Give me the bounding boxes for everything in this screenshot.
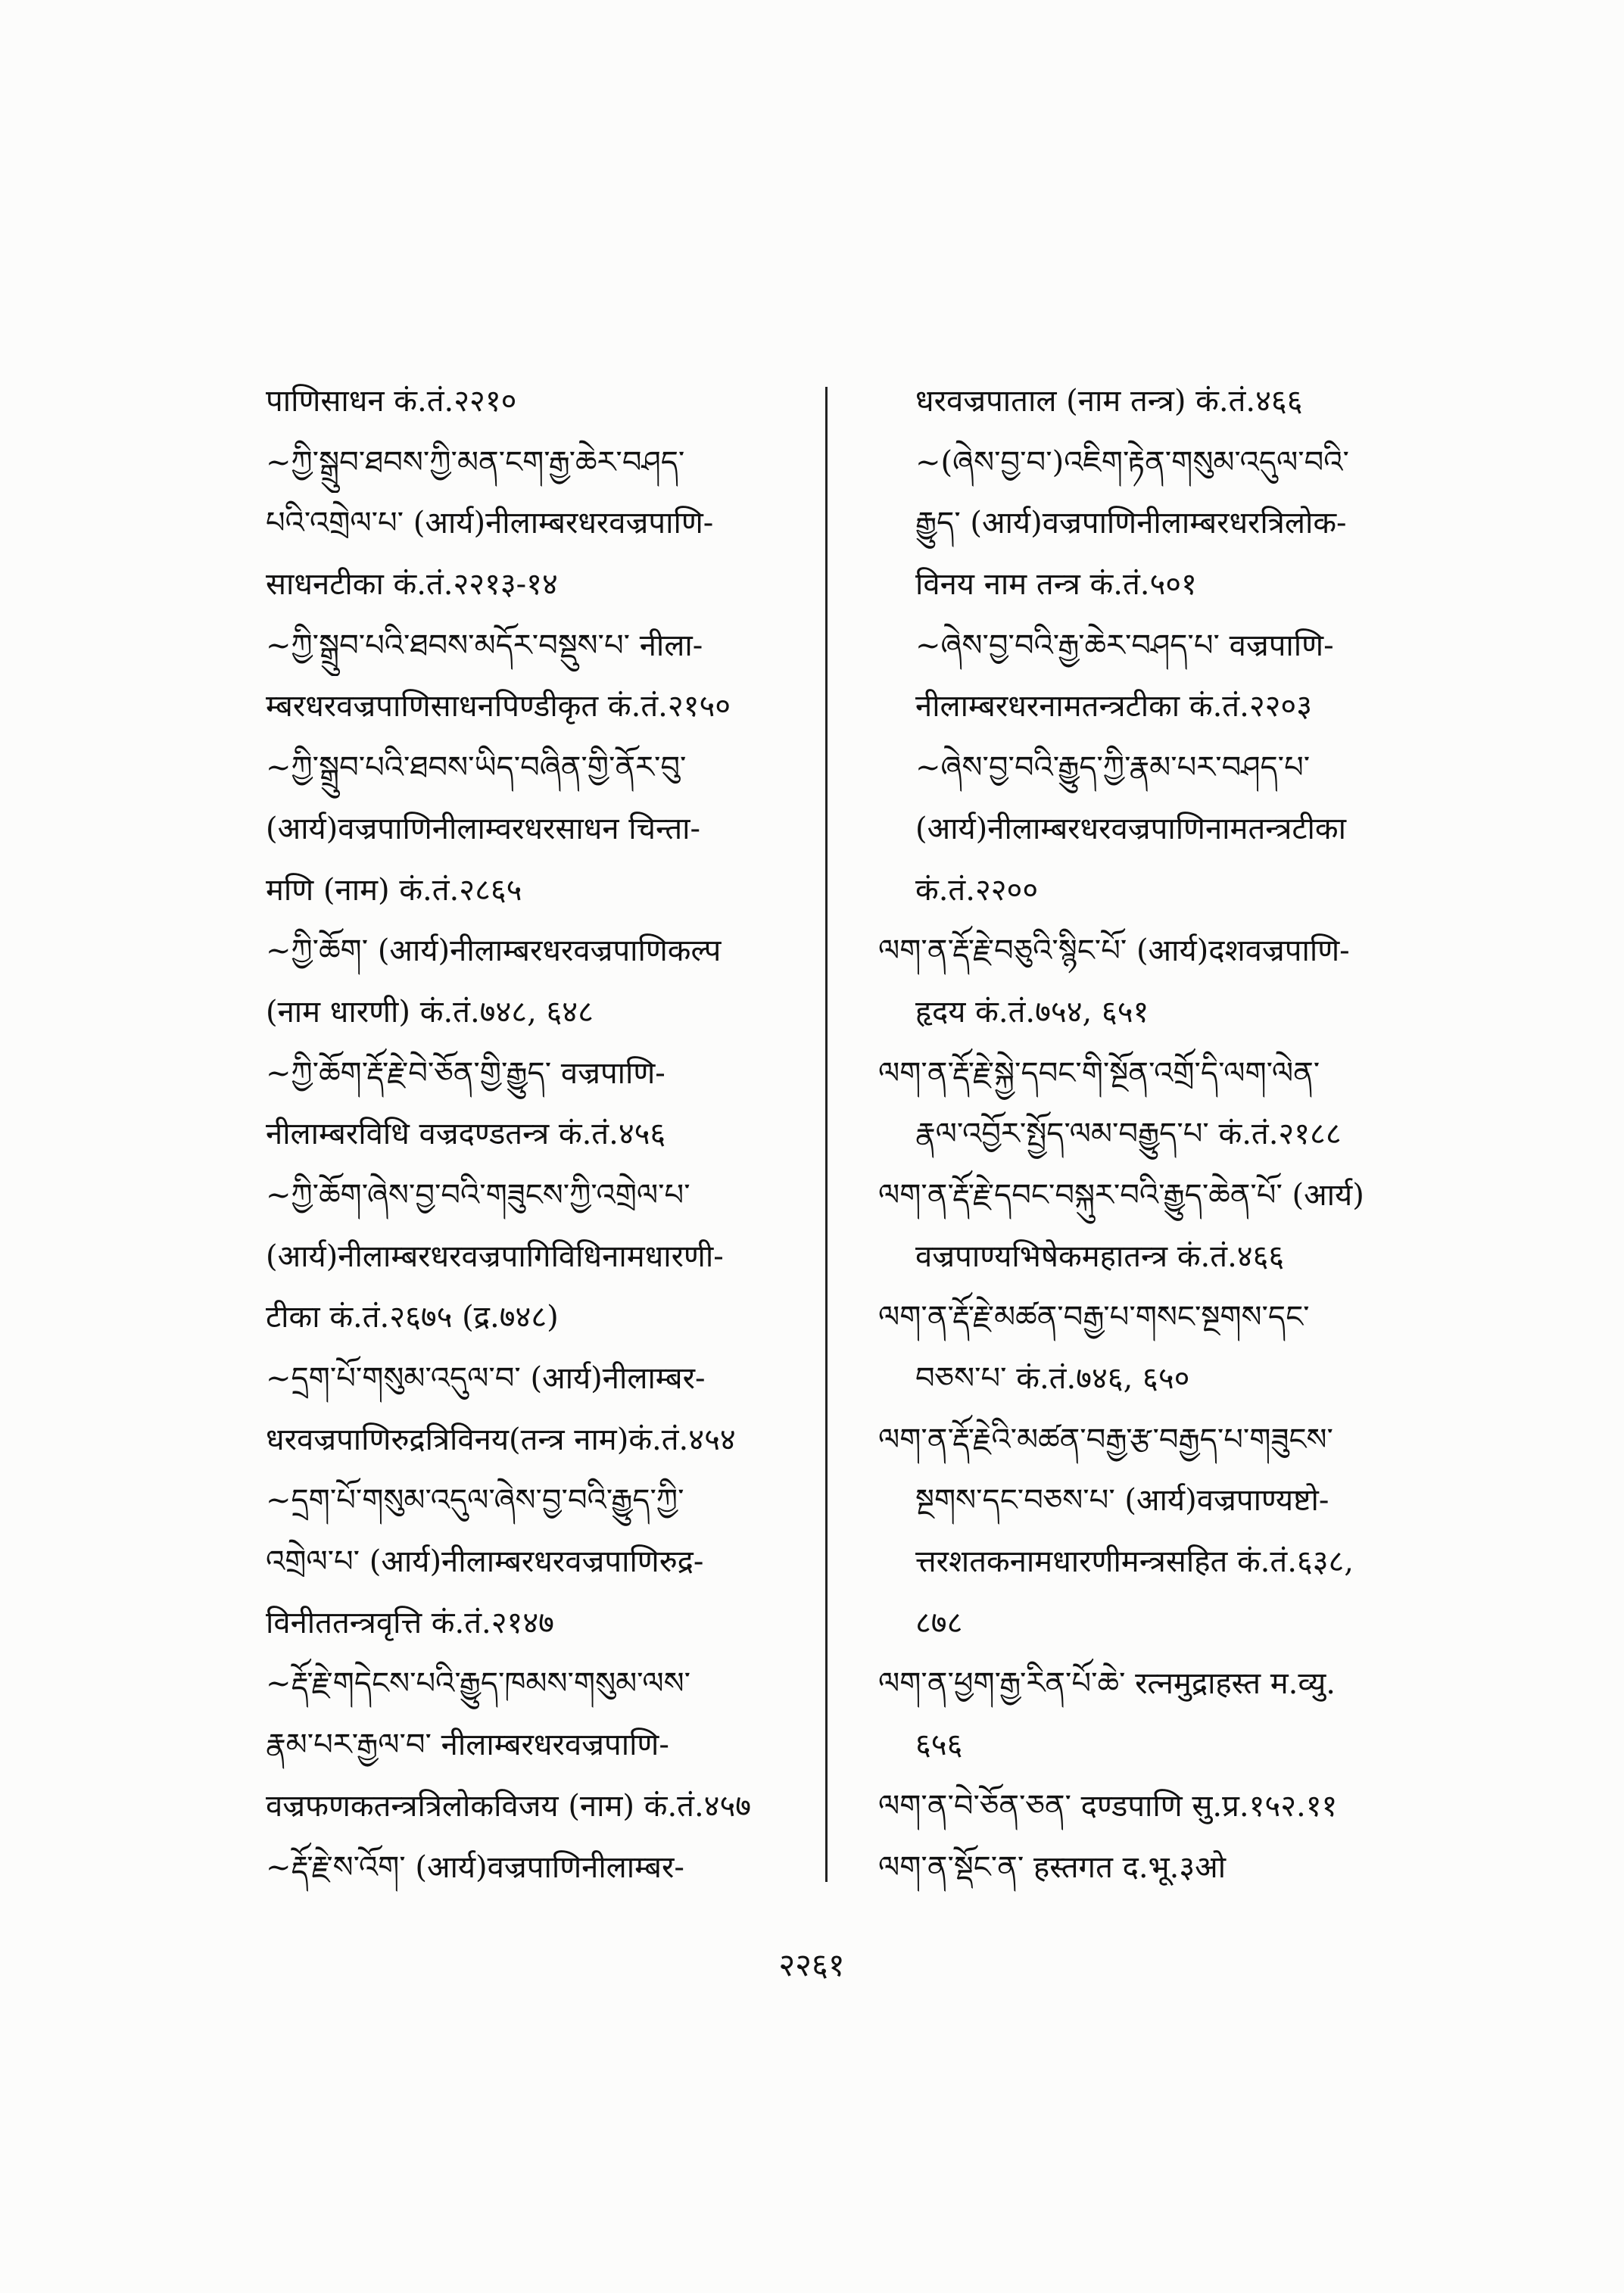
entry-line: ~ཀྱི་སྒྲུབ་པའི་ཐབས་མདོར་བསྡུས་པ་ नीला- <box>266 628 703 663</box>
entry-line: (आर्य)वज्रपाणिनीलाम्वरधरसाधन चिन्ता- <box>266 811 701 846</box>
entry-line: ~ཞེས་བྱ་བའི་རྒྱུད་ཀྱི་རྣམ་པར་བཤད་པ་ <box>915 750 1311 786</box>
headword-line: ལག་ན་རྡོ་རྗེའི་མཚན་བརྒྱ་རྩ་བརྒྱད་པ་གཟུངས་ <box>878 1422 1333 1457</box>
entry-line: སྔགས་དང་བཅས་པ་ (आर्य)वज्रपाण्यष्टो- <box>915 1483 1329 1519</box>
entry-line: कं.तं.२२०० <box>915 872 1039 908</box>
entry-line: टीका कं.तं.२६७५ (द्र.७४८) <box>266 1300 559 1335</box>
entry-line: म्बरधरवज्रपाणिसाधनपिण्डीकृत कं.तं.२१५० <box>266 689 731 724</box>
headword-line: ལག་ན་ཕྱག་རྒྱ་རིན་པོ་ཆེ་ रत्नमुद्राहस्त म.व्यु. <box>878 1666 1336 1702</box>
entry-line: त्तरशतकनामधारणीमन्त्रसहित कं.तं.६३८, <box>915 1544 1354 1580</box>
entry-line: ~ཞེས་བྱ་བའི་རྒྱ་ཆེར་བཤད་པ་ वज्रपाणि- <box>915 628 1334 663</box>
entry-line: साधनटीका कं.तं.२२१३-१४ <box>266 567 558 603</box>
entry-line: (आर्य)नीलाम्बरधरवज्रपाणिनामतन्त्रटीका <box>915 811 1346 846</box>
entry-line: ~ཀྱི་ཆོག་ཞེས་བྱ་བའི་གཟུངས་ཀྱི་འགྲེལ་པ་ <box>266 1177 690 1213</box>
headword-line: ལག་ན་རྡོ་རྗེ་དབང་བསྐུར་བའི་རྒྱུད་ཆེན་པོ་ (आर्य) <box>878 1177 1364 1213</box>
entry-line: ~ཀྱི་སྒྲུབ་ཐབས་ཀྱི་མན་ངག་རྒྱ་ཆེར་བཤད་ <box>266 444 685 480</box>
entry-line: པའི་འགྲེལ་པ་ (आर्य)नीलाम्बरधरवज्रपाणि- <box>266 506 714 541</box>
entry-line: ~ཀྱི་ཆོག་རྡོ་རྗེ་བེ་ཅོན་གྱི་རྒྱུད་ वज्रपाणि- <box>266 1055 665 1091</box>
entry-line: ~ཀྱི་སྒྲུབ་པའི་ཐབས་ཡིད་བཞིན་གྱི་ནོར་བུ་ <box>266 750 687 786</box>
entry-line: ६५६ <box>915 1728 963 1763</box>
headword-line: ལག་ན་སྡོང་ན་ हस्तगत द.भू.३ओ <box>878 1849 1227 1885</box>
entry-line: (नाम धारणी) कं.तं.७४८, ६४८ <box>266 994 594 1030</box>
entry-line: धरवज्रपाणिरुद्रत्रिविनय(तन्त्र नाम)कं.तं.४५४ <box>266 1422 736 1457</box>
entry-line: नीलाम्बरविधि वज्रदण्डतन्त्र कं.तं.४५६ <box>266 1117 666 1152</box>
headword-line: ལག་ན་རྡོ་རྗེ་བཅུའི་སྙིང་པོ་ (आर्य)दशवज्रपाणि- <box>878 933 1350 969</box>
headword-line: ལག་ན་རྡོ་རྗེ་སྐྱེ་དབང་གི་སྔོན་འགྲོ་དི་ལག་ལེན་ <box>878 1055 1320 1091</box>
entry-line: ~རྡོ་རྗེ་ས་འོག་ (आर्य)वज्रपाणिनीलाम्बर- <box>266 1849 684 1885</box>
entry-line: नीलाम्बरधरनामतन्त्रटीका कं.तं.२२०३ <box>915 689 1313 724</box>
right-column <box>878 371 1439 1898</box>
left-column <box>266 371 805 1898</box>
entry-line: ~དྲག་པོ་གསུམ་འདུལ་བ་ (आर्य)नीलाम्बर- <box>266 1361 706 1396</box>
entry-line: हृदय कं.तं.७५४, ६५१ <box>915 994 1149 1030</box>
entry-line: ~རྡོ་རྗེ་གདེངས་པའི་རྒྱུད་ཁམས་གསུམ་ལས་ <box>266 1666 690 1702</box>
entry-line: ~དྲག་པོ་གསུམ་འདུལ་ཞེས་བྱ་བའི་རྒྱུད་ཀྱི་ <box>266 1483 684 1519</box>
headword-line: ལག་ན་བེ་ཅོན་ཅན་ दण्डपाणि सु.प्र.१५२.११ <box>878 1788 1338 1824</box>
entry-line: རྣལ་འབྱོར་སྤྱོད་ལམ་བརྒྱུད་པ་ कं.तं.२१८८ <box>915 1117 1342 1152</box>
entry-line: ~ཀྱི་ཆོག་ (आर्य)नीलाम्बरधरवज्रपाणिकल्प <box>266 933 722 969</box>
entry-line: ~(ཞེས་བྱ་བ་)འཇིག་རྟེན་གསུམ་འདུལ་བའི་ <box>915 444 1349 480</box>
entry-line: རྒྱུད་ (आर्य)वज्रपाणिनीलाम्बरधरत्रिलोक- <box>915 506 1347 541</box>
entry-line: ८७८ <box>915 1605 963 1640</box>
column-divider <box>825 387 828 1882</box>
entry-line: འགྲེལ་པ་ (आर्य)नीलाम्बरधरवज्रपाणिरुद्र- <box>266 1544 704 1580</box>
headword-line: ལག་ན་རྡོ་རྗེ་མཚན་བརྒྱ་པ་གསང་སྔགས་དང་ <box>878 1300 1310 1335</box>
entry-line: वज्रपाण्यभिषेकमहातन्त्र कं.तं.४६६ <box>915 1238 1285 1274</box>
entry-line: (आर्य)नीलाम्बरधरवज्रपागिविधिनामधारणी- <box>266 1238 724 1274</box>
entry-line: वज्रफणकतन्त्रत्रिलोकविजय (नाम) कं.तं.४५७ <box>266 1788 752 1824</box>
entry-line: पाणिसाधन कं.तं.२२१० <box>266 384 517 419</box>
entry-line: मणि (नाम) कं.तं.२८६५ <box>266 872 522 908</box>
entry-line: विनीततन्त्रवृत्ति कं.तं.२१४७ <box>266 1605 554 1640</box>
page-number: २२६१ <box>778 1946 845 1983</box>
entry-line: विनय नाम तन्त्र कं.तं.५०१ <box>915 567 1197 603</box>
entry-line: धरवज्रपाताल (नाम तन्त्र) कं.तं.४६६ <box>915 384 1303 419</box>
entry-line: རྣམ་པར་རྒྱལ་བ་ नीलाम्बरधरवज्रपाणि- <box>266 1728 669 1763</box>
entry-line: བཅས་པ་ कं.तं.७४६, ६५० <box>915 1361 1190 1396</box>
